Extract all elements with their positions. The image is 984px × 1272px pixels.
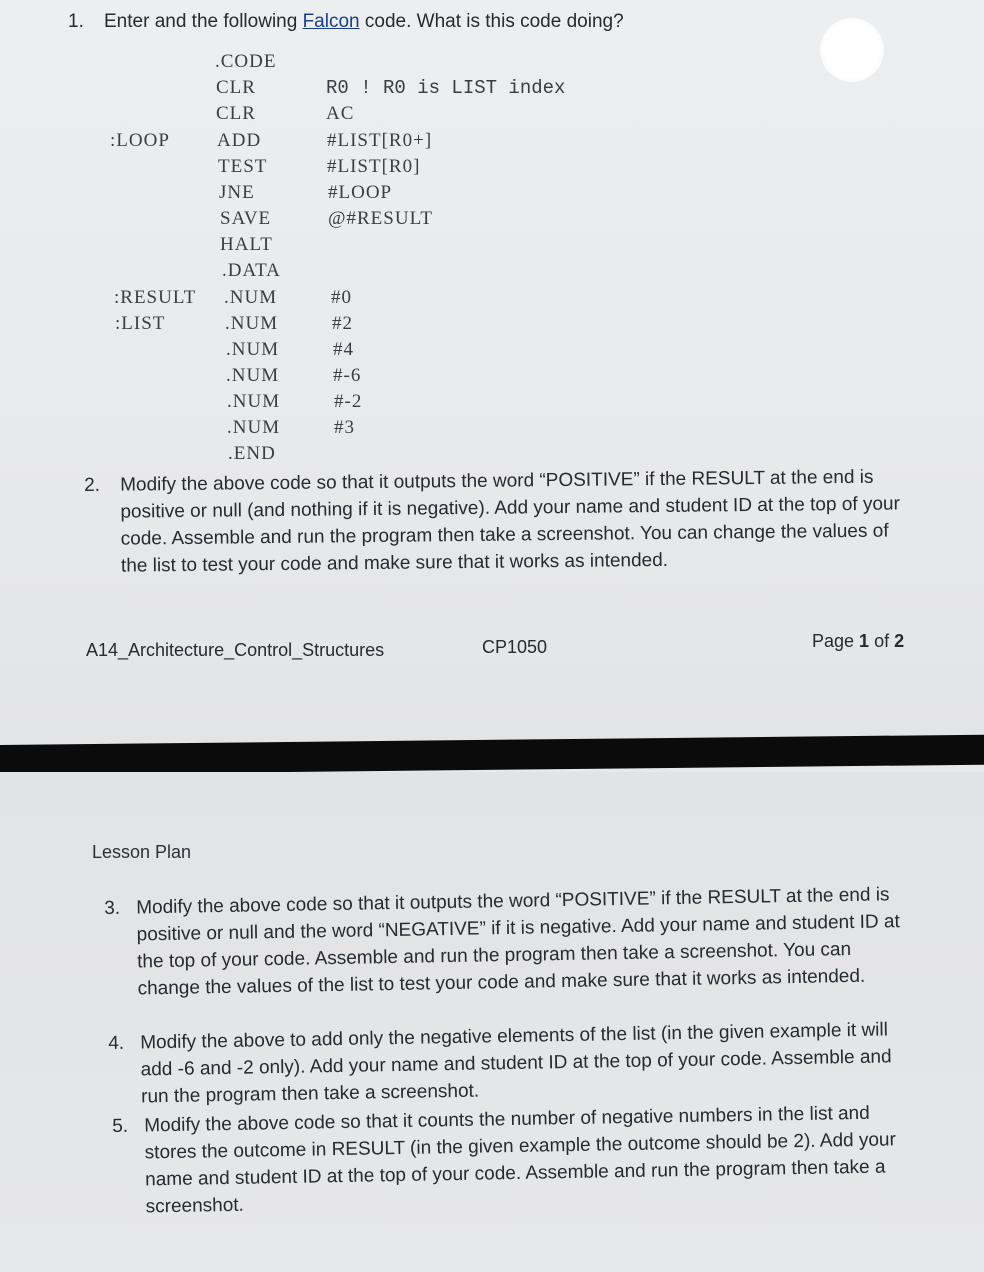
code-label: :LOOP: [110, 130, 170, 151]
question-number: 3.: [104, 897, 121, 919]
question-number: 5.: [112, 1115, 129, 1137]
code-label: :RESULT: [114, 287, 197, 308]
code-arg: #LIST[R0]: [327, 156, 421, 177]
question-text: Modify the above code so that it outputs the word “POSITIVE” if the RESULT at the end is positive or null (and nothing if it is negative). Add your name and student ID at the top of your code. Assemble and run the program then take a screenshot. You can change the values of the list to test your code and make sure that it works as intended.: [120, 466, 900, 577]
screen-glare: [820, 18, 884, 82]
code-arg: @#RESULT: [328, 208, 434, 229]
code-arg: #4: [333, 339, 354, 360]
code-arg: #LIST[R0+]: [327, 130, 433, 151]
question-4: [108, 1016, 909, 1111]
code-op: CLR: [216, 77, 256, 98]
question-2: [84, 463, 915, 580]
code-op: JNE: [219, 182, 255, 203]
question-5: [112, 1099, 914, 1221]
code-arg: AC: [326, 103, 355, 124]
code-directive: .END: [228, 443, 276, 464]
code-directive: .DATA: [222, 260, 281, 281]
code-arg: #-6: [333, 365, 362, 386]
question-text: Modify the above code so that it outputs the word “POSITIVE” if the RESULT at the end is positive or null and the word “NEGATIVE” if it is negative. Add your name and student ID at the top of your code. Assemble and run the program then take a screenshot. You can change the values of the list to test your code and make sure that it works as intended.: [136, 884, 900, 1000]
code-arg: #0: [331, 287, 352, 308]
code-op: .NUM: [227, 417, 281, 438]
code-op: CLR: [216, 103, 256, 124]
falcon-link[interactable]: Falcon: [302, 11, 360, 32]
question-text: Enter and the following Falcon code. What is this code doing?: [104, 11, 624, 32]
question-1: [68, 8, 788, 35]
question-number: 1.: [68, 11, 84, 32]
question-3: [104, 881, 916, 1003]
code-op: SAVE: [220, 208, 272, 229]
code-arg: #LOOP: [328, 182, 393, 203]
code-arg: R0 ! R0 is LIST index: [326, 77, 566, 99]
code-op: .NUM: [225, 313, 279, 334]
code-op: .NUM: [224, 287, 278, 308]
footer-page-number: Page 1 of 2: [812, 631, 905, 651]
question-text: Modify the above code so that it counts the number of negative numbers in the list and stores the outcome in RESULT (in the given example the outcome should be 2). Add your name and student ID at the top of your code. Assemble and run the program then take a screenshot.: [144, 1102, 897, 1218]
footer-document-name: A14_Architecture_Control_Structures: [86, 640, 385, 660]
code-directive: .CODE: [215, 51, 277, 72]
code-arg: #2: [332, 313, 353, 334]
code-arg: #-2: [334, 391, 363, 412]
code-op: TEST: [218, 156, 268, 177]
code-arg: #3: [334, 417, 355, 438]
question-text: Modify the above to add only the negative elements of the list (in the given example it will add -6 and -2 only). Add your name and student ID at the top of your code. Assemble and run the program then take a screenshot.: [140, 1019, 892, 1108]
question-number: 4.: [108, 1032, 125, 1054]
lesson-plan-header: Lesson Plan: [92, 842, 192, 862]
code-op: ADD: [217, 130, 262, 151]
question-number: 2.: [84, 474, 101, 496]
code-op: .NUM: [227, 391, 281, 412]
code-op: .NUM: [226, 365, 280, 386]
code-op: HALT: [220, 234, 273, 255]
footer-course-code: CP1050: [482, 637, 548, 657]
code-label: :LIST: [115, 313, 166, 334]
code-op: .NUM: [226, 339, 280, 360]
